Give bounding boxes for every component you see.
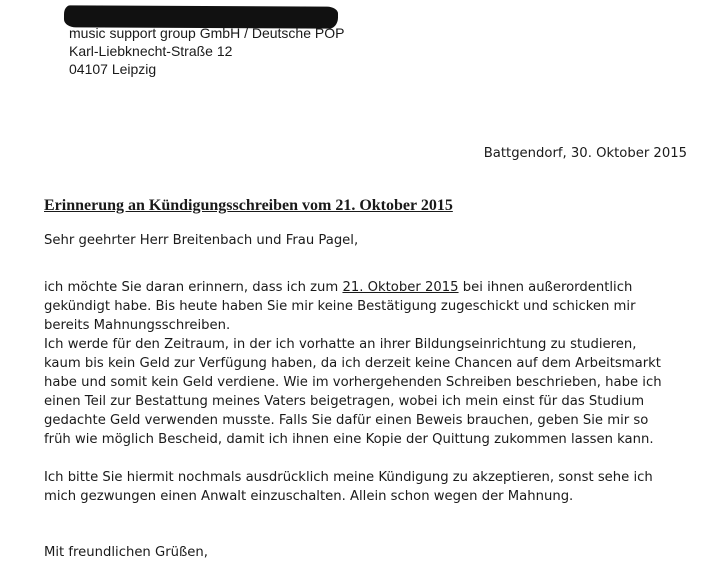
salutation: Sehr geehrter Herr Breitenbach und Frau Pagel, bbox=[44, 233, 359, 248]
address-line-street: Karl-Liebknecht-Straße 12 bbox=[69, 43, 233, 59]
body-line: gedachte Geld verwenden musste. Falls Sie dafür einen Beweis brauchen, geben Sie mir so bbox=[44, 413, 649, 428]
address-line-company: music support group GmbH / Deutsche POP bbox=[69, 25, 345, 41]
body-paragraph-1 bbox=[44, 278, 662, 449]
body-line: gekündigt habe. Bis heute haben Sie mir keine Bestätigung zugeschickt und schicken mir bbox=[44, 299, 636, 314]
underlined-date: 21. Oktober 2015 bbox=[342, 280, 459, 295]
address-line-city: 04107 Leipzig bbox=[69, 61, 157, 77]
body-line: Ich bitte Sie hiermit nochmals ausdrücklich meine Kündigung zu akzeptieren, sonst sehe ich bbox=[44, 470, 653, 485]
body-line: mich gezwungen einen Anwalt einzuschalten. Allein schon wegen der Mahnung. bbox=[44, 489, 574, 504]
subject-line: Erinnerung an Kündigungsschreiben vom 21. Oktober 2015 bbox=[44, 197, 453, 214]
closing: Mit freundlichen Grüßen, bbox=[44, 545, 208, 560]
body-line: kaum bis kein Geld zur Verfügung haben, da ich derzeit keine Chancen auf dem Arbeitsmarkt bbox=[44, 356, 661, 371]
body-line: einen Teil zur Bestattung meines Vaters beigetragen, wobei ich mein einst für das Studium bbox=[44, 394, 645, 409]
body-paragraph-2 bbox=[44, 468, 653, 506]
body-line: bereits Mahnungsschreiben. bbox=[44, 318, 231, 333]
body-line: ich möchte Sie daran erinnern, dass ich zum 21. Oktober 2015 bei ihnen außerordentlich bbox=[44, 280, 633, 295]
body-line: habe und somit kein Geld verdiene. Wie im vorhergehenden Schreiben beschrieben, habe ich bbox=[44, 375, 662, 390]
body-line: früh wie möglich Bescheid, damit ich ihnen eine Kopie der Quittung zukommen lassen kann. bbox=[44, 432, 654, 447]
place-date: Battgendorf, 30. Oktober 2015 bbox=[483, 146, 687, 161]
body-line: Ich werde für den Zeitraum, in der ich vorhatte an ihrer Bildungseinrichtung zu studieren, bbox=[44, 337, 637, 352]
recipient-address bbox=[69, 24, 344, 78]
